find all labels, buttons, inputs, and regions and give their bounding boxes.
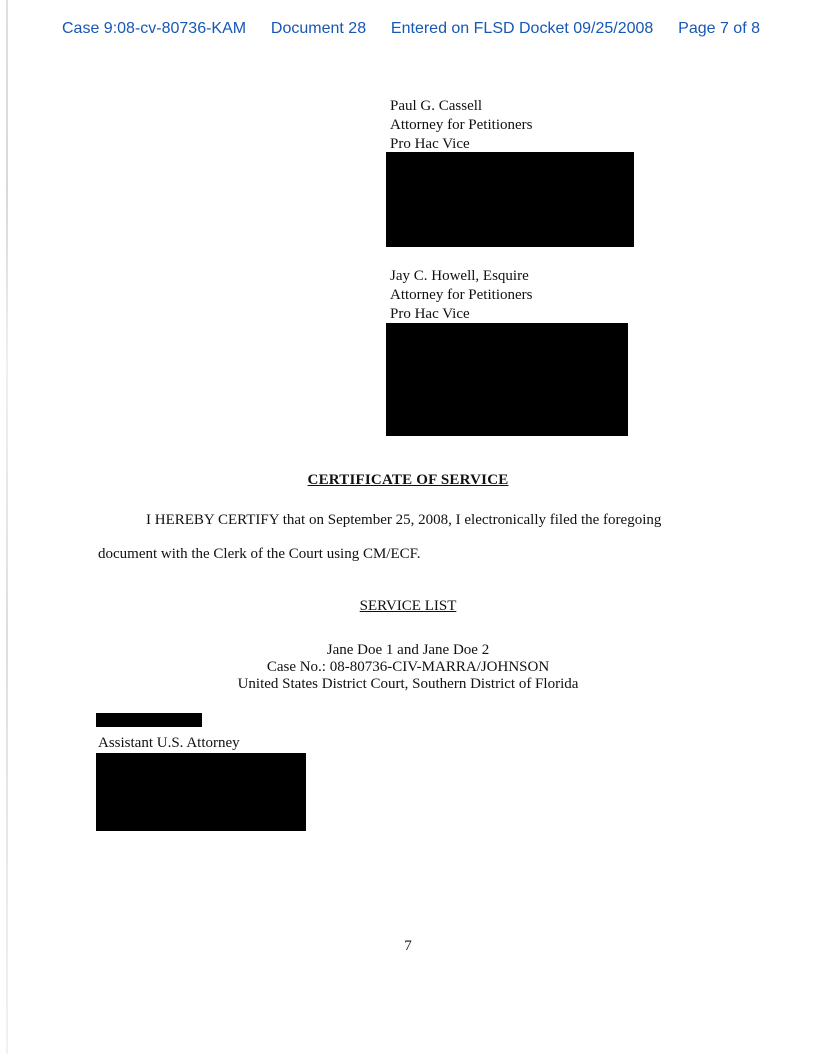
attorney-name: Paul G. Cassell [390, 98, 483, 114]
docket-header [62, 16, 760, 42]
page-indicator: Page 7 of 8 [678, 20, 760, 37]
parties-line: Jane Doe 1 and Jane Doe 2 [326, 642, 490, 658]
redaction-box [386, 152, 634, 247]
certificate-text-line-1: I HEREBY CERTIFY that on September 25, 2008, I electronically filed the foregoing [146, 512, 662, 528]
redaction-box [96, 753, 306, 831]
case-number-line: Case No.: 08-80736-CIV-MARRA/JOHNSON [266, 659, 550, 675]
docket-entry-date: Entered on FLSD Docket 09/25/2008 [390, 20, 654, 37]
redaction-box [386, 323, 628, 436]
attorney-name: Jay C. Howell, Esquire [390, 268, 529, 284]
case-number: Case 9:08-cv-80736-KAM [62, 20, 247, 37]
attorney-role: Attorney for Petitioners [390, 117, 533, 133]
redaction-box [96, 713, 202, 727]
attorney-admission: Pro Hac Vice [390, 306, 470, 322]
certificate-title: CERTIFICATE OF SERVICE [307, 472, 509, 488]
attorney-role: Attorney for Petitioners [390, 287, 533, 303]
court-line: United States District Court, Southern District of Florida [237, 676, 579, 692]
service-list-caption [0, 642, 816, 693]
certificate-text-line-2: document with the Clerk of the Court using CM/ECF. [98, 546, 421, 562]
document-number: Document 28 [270, 20, 367, 37]
recipient-title: Assistant U.S. Attorney [98, 735, 240, 751]
signature-block-cassell [390, 97, 650, 154]
service-list-title: SERVICE LIST [359, 598, 457, 614]
attorney-admission: Pro Hac Vice [390, 136, 470, 152]
page-number: 7 [404, 938, 412, 954]
scan-edge [6, 0, 8, 1054]
signature-block-howell [390, 267, 650, 324]
